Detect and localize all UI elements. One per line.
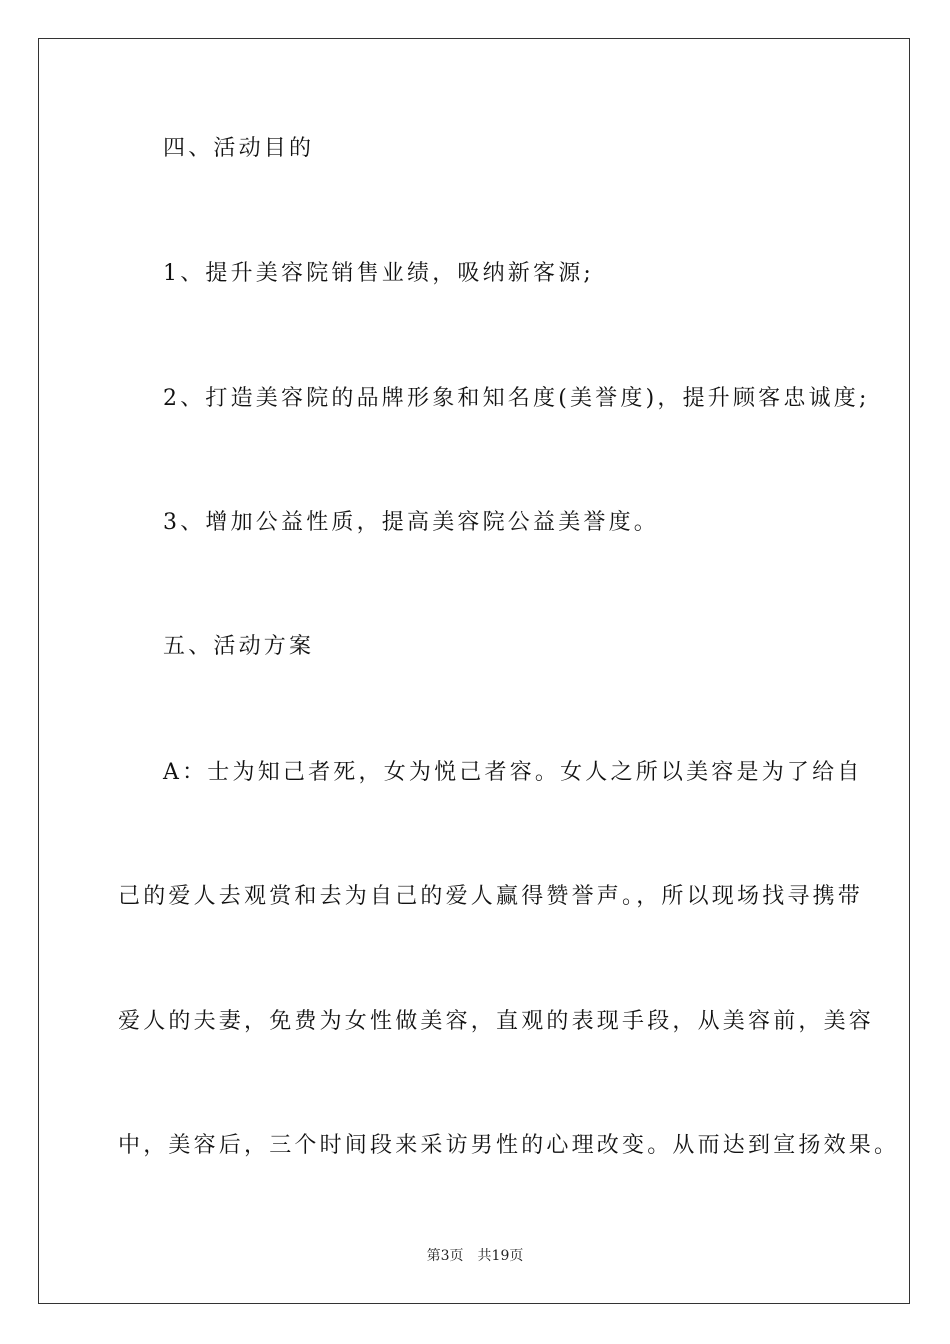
section-heading-activity-goals: 四、活动目的 — [163, 136, 315, 161]
goal-item-1: 1、提升美容院销售业绩，吸纳新客源; — [163, 261, 595, 286]
section-heading-activity-plan: 五、活动方案 — [163, 634, 315, 659]
page-border — [38, 38, 910, 1304]
goal-item-3: 3、增加公益性质，提高美容院公益美誉度。 — [163, 510, 659, 535]
goal-item-2: 2、打造美容院的品牌形象和知名度(美誉度)，提升顾客忠诚度; — [163, 386, 870, 411]
page-number-footer: 第3页 共19页 — [426, 1248, 524, 1264]
plan-paragraph-line-4: 中，美容后，三个时间段来采访男性的心理改变。从而达到宣扬效果。 — [118, 1133, 900, 1158]
plan-paragraph-line-2: 己的爱人去观赏和去为自己的爱人赢得赞誉声。，所以现场找寻携带 — [118, 884, 864, 909]
plan-paragraph-line-3: 爱人的夫妻，免费为女性做美容，直观的表现手段，从美容前，美容 — [118, 1009, 875, 1034]
plan-paragraph-line-1: A：士为知己者死，女为悦己者容。女人之所以美容是为了给自 — [163, 760, 863, 785]
